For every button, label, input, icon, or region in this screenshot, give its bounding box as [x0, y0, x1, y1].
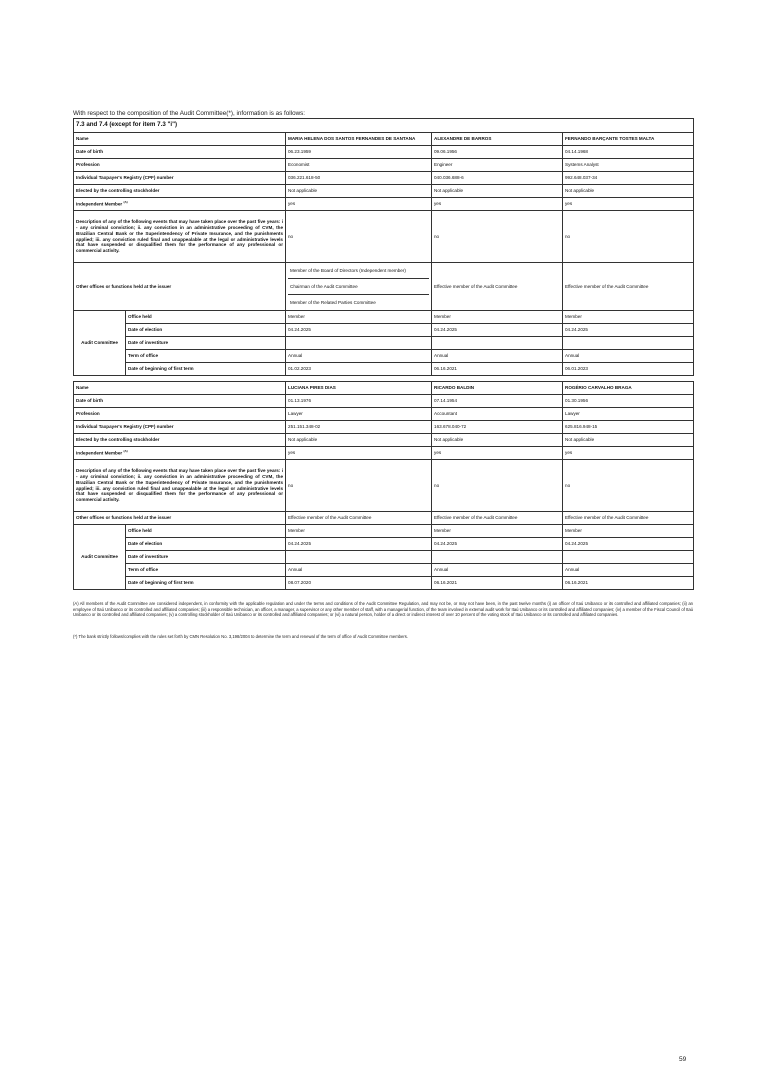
label-description: Description of any of the following events that may have taken place over the past five years: i - any criminal conviction; ii. any conviction in an administrative proceeding of CVM, the Brazilian Central Bank or the Superintendency of Private Insurance, and the punishments applied; iii. any conviction ruled final and unappealable at the legal or administrative levels that have suspended or disqualified them for the performance of any professional or commercial activity.	[74, 460, 286, 512]
member-office-held: Member	[432, 525, 563, 538]
member-profession: Lawyer	[563, 408, 694, 421]
label-independent	[74, 447, 286, 460]
member-term: Annual	[432, 350, 563, 363]
member-date-election: 04.24.2025	[563, 324, 694, 337]
member-cpf: 163.678.040-72	[432, 421, 563, 434]
member-other-offices: Effective member of the Audit Committee	[563, 512, 694, 525]
other-office-item: Chairman of the Audit Committee	[288, 279, 429, 295]
member-profession: Lawyer	[286, 408, 432, 421]
member-first-term: 06.16.2021	[432, 363, 563, 376]
member-term: Annual	[563, 350, 694, 363]
member-date-investiture	[563, 551, 694, 564]
member-date-election: 04.24.2025	[432, 324, 563, 337]
page-number: 59	[679, 1056, 687, 1063]
member-office-held: Member	[432, 311, 563, 324]
member-date-election: 04.24.2025	[286, 324, 432, 337]
member-independent: yes	[563, 198, 694, 211]
footnote-ref: (A)	[123, 448, 128, 453]
member-first-term: 06.16.2021	[432, 577, 563, 590]
member-office-held: Member	[563, 525, 694, 538]
label-independent	[74, 198, 286, 211]
member-cpf: 625.816.948-15	[563, 421, 694, 434]
label-name: Name	[74, 133, 286, 146]
member-dob: 09.06.1956	[432, 146, 563, 159]
member-first-term: 01.02.2023	[286, 363, 432, 376]
label-description: Description of any of the following events that may have taken place over the past five years: i - any criminal conviction; ii. any conviction in an administrative proceeding of CVM, the Brazilian Central Bank or the Superintendency of Private Insurance, and the punishments applied; iii. any conviction ruled final and unappealable at the legal or administrative levels that have suspended or disqualified them for the performance of any professional or commercial activity.	[74, 211, 286, 263]
member-profession: Accountant	[432, 408, 563, 421]
member-name: MARIA HELENA DOS SANTOS FERNANDES DE SANTANA	[286, 133, 432, 146]
member-events: no	[286, 211, 432, 263]
label-date-election: Date of election	[126, 538, 286, 551]
member-date-investiture	[286, 551, 432, 564]
member-dob: 04.14.1968	[563, 146, 694, 159]
member-elected: Not applicable	[563, 185, 694, 198]
member-name: ROGÉRIO CARVALHO BRAGA	[563, 382, 694, 395]
member-date-investiture	[286, 337, 432, 350]
member-cpf: 040.036.688-6	[432, 172, 563, 185]
member-dob: 01.13.1976	[286, 395, 432, 408]
label-date-investiture: Date of investiture	[126, 551, 286, 564]
member-first-term: 06.01.2023	[563, 363, 694, 376]
member-events: no	[432, 211, 563, 263]
label-dob: Date of birth	[74, 146, 286, 159]
member-office-held: Member	[563, 311, 694, 324]
member-other-offices: Effective member of the Audit Committee	[286, 512, 432, 525]
member-term: Annual	[432, 564, 563, 577]
member-name: ALEXANDRE DE BARROS	[432, 133, 563, 146]
member-profession: Economist	[286, 159, 432, 172]
member-elected: Not applicable	[432, 434, 563, 447]
member-date-investiture	[563, 337, 694, 350]
member-first-term: 06.16.2021	[563, 577, 694, 590]
member-elected: Not applicable	[286, 434, 432, 447]
member-independent: yes	[286, 447, 432, 460]
member-first-term: 08.07.2020	[286, 577, 432, 590]
label-name: Name	[74, 382, 286, 395]
member-events: no	[432, 460, 563, 512]
member-office-held: Member	[286, 525, 432, 538]
member-cpf: 251.151.348-02	[286, 421, 432, 434]
label-profession: Profession	[74, 159, 286, 172]
label-profession: Profession	[74, 408, 286, 421]
member-dob: 01.30.1956	[563, 395, 694, 408]
member-elected: Not applicable	[432, 185, 563, 198]
member-date-investiture	[432, 551, 563, 564]
member-events: no	[563, 460, 694, 512]
member-name: LUCIANA PIRES DIAS	[286, 382, 432, 395]
label-audit-committee: Audit Committee	[74, 525, 126, 590]
member-term: Annual	[286, 564, 432, 577]
member-profession: Engineer	[432, 159, 563, 172]
footnote-ref: (A)	[123, 199, 128, 204]
member-independent: yes	[432, 447, 563, 460]
intro-text: With respect to the composition of the Audit Committee(*), information is as follows:	[73, 110, 306, 117]
label-audit-committee: Audit Committee	[74, 311, 126, 376]
member-elected: Not applicable	[286, 185, 432, 198]
member-other-offices	[286, 263, 432, 311]
label-office-held: Office held	[126, 311, 286, 324]
footnote-star: (*) The bank strictly follows/complies with the rules set forth by CMN Resolution No. 3,198/2004 to determine the term and renewal of the term of office of Audit Committee members.	[73, 634, 408, 639]
other-office-item: Member of the Board of Directors (Independent member)	[288, 263, 429, 279]
member-office-held: Member	[286, 311, 432, 324]
audit-committee-table-1	[73, 118, 694, 376]
member-other-offices: Effective member of the Audit Committee	[432, 263, 563, 311]
member-term: Annual	[563, 564, 694, 577]
member-cpf: 036.221.618-50	[286, 172, 432, 185]
label-office-held: Office held	[126, 525, 286, 538]
member-profession: Systems Analyst	[563, 159, 694, 172]
footnote-a: (A) All members of the Audit Committee are considered independent, in conformity with the applicable regulation and under the terms and conditions of the Audit Committee Regulation, and may not be, or may not have been, in the past twelve months (i) an officer of Itaú Unibanco or its controlled and affiliated companies; (ii) an employee of Itaú Unibanco or its controlled and affiliated companies; (iii) a responsible technician, an officer, a manager, a supervisor or any other member of staff, with a managerial function, of the team involved in external audit work for Itaú Unibanco or its controlled and affiliated companies; (iv) a member of the Fiscal Council of Itaú Unibanco or its controlled and affiliated companies; (v) a controlling stockholder of Itaú Unibanco or its controlled and affiliated companies; or (vi) a natural person, holder of a direct or indirect interest of over 10 percent of the voting stock of Itaú Unibanco or its controlled and affiliated companies.	[73, 601, 693, 618]
label-date-election: Date of election	[126, 324, 286, 337]
member-date-election: 04.24.2025	[563, 538, 694, 551]
label-term: Term of office	[126, 564, 286, 577]
member-independent: yes	[563, 447, 694, 460]
label-cpf: Individual Taxpayer's Registry (CPF) number	[74, 421, 286, 434]
member-dob: 07.14.1954	[432, 395, 563, 408]
label-cpf: Individual Taxpayer's Registry (CPF) number	[74, 172, 286, 185]
label-independent-text: Independent Member	[76, 450, 123, 456]
member-events: no	[286, 460, 432, 512]
member-date-election: 04.24.2025	[286, 538, 432, 551]
member-date-election: 04.24.2025	[432, 538, 563, 551]
member-other-offices: Effective member of the Audit Committee	[563, 263, 694, 311]
member-name: RICARDO BALDIN	[432, 382, 563, 395]
member-other-offices: Effective member of the Audit Committee	[432, 512, 563, 525]
audit-committee-table-2	[73, 381, 694, 590]
member-dob: 06.23.1959	[286, 146, 432, 159]
label-other-offices: Other offices or functions held at the issuer	[74, 512, 286, 525]
label-date-investiture: Date of investiture	[126, 337, 286, 350]
label-independent-text: Independent Member	[76, 201, 123, 207]
member-events: no	[563, 211, 694, 263]
label-elected: Elected by the controlling stockholder	[74, 185, 286, 198]
label-first-term: Date of beginning of first term	[126, 363, 286, 376]
label-elected: Elected by the controlling stockholder	[74, 434, 286, 447]
member-term: Annual	[286, 350, 432, 363]
section-title: 7.3 and 7.4 (except for item 7.3 "i")	[74, 119, 694, 133]
member-date-investiture	[432, 337, 563, 350]
other-office-item: Member of the Related Parties Committee	[290, 300, 376, 305]
member-independent: yes	[432, 198, 563, 211]
member-cpf: 992.648.037-34	[563, 172, 694, 185]
label-term: Term of office	[126, 350, 286, 363]
label-other-offices: Other offices or functions held at the issuer	[74, 263, 286, 311]
member-elected: Not applicable	[563, 434, 694, 447]
member-independent: yes	[286, 198, 432, 211]
member-name: FERNANDO BARÇANTE TOSTES MALTA	[563, 133, 694, 146]
label-first-term: Date of beginning of first term	[126, 577, 286, 590]
label-dob: Date of birth	[74, 395, 286, 408]
